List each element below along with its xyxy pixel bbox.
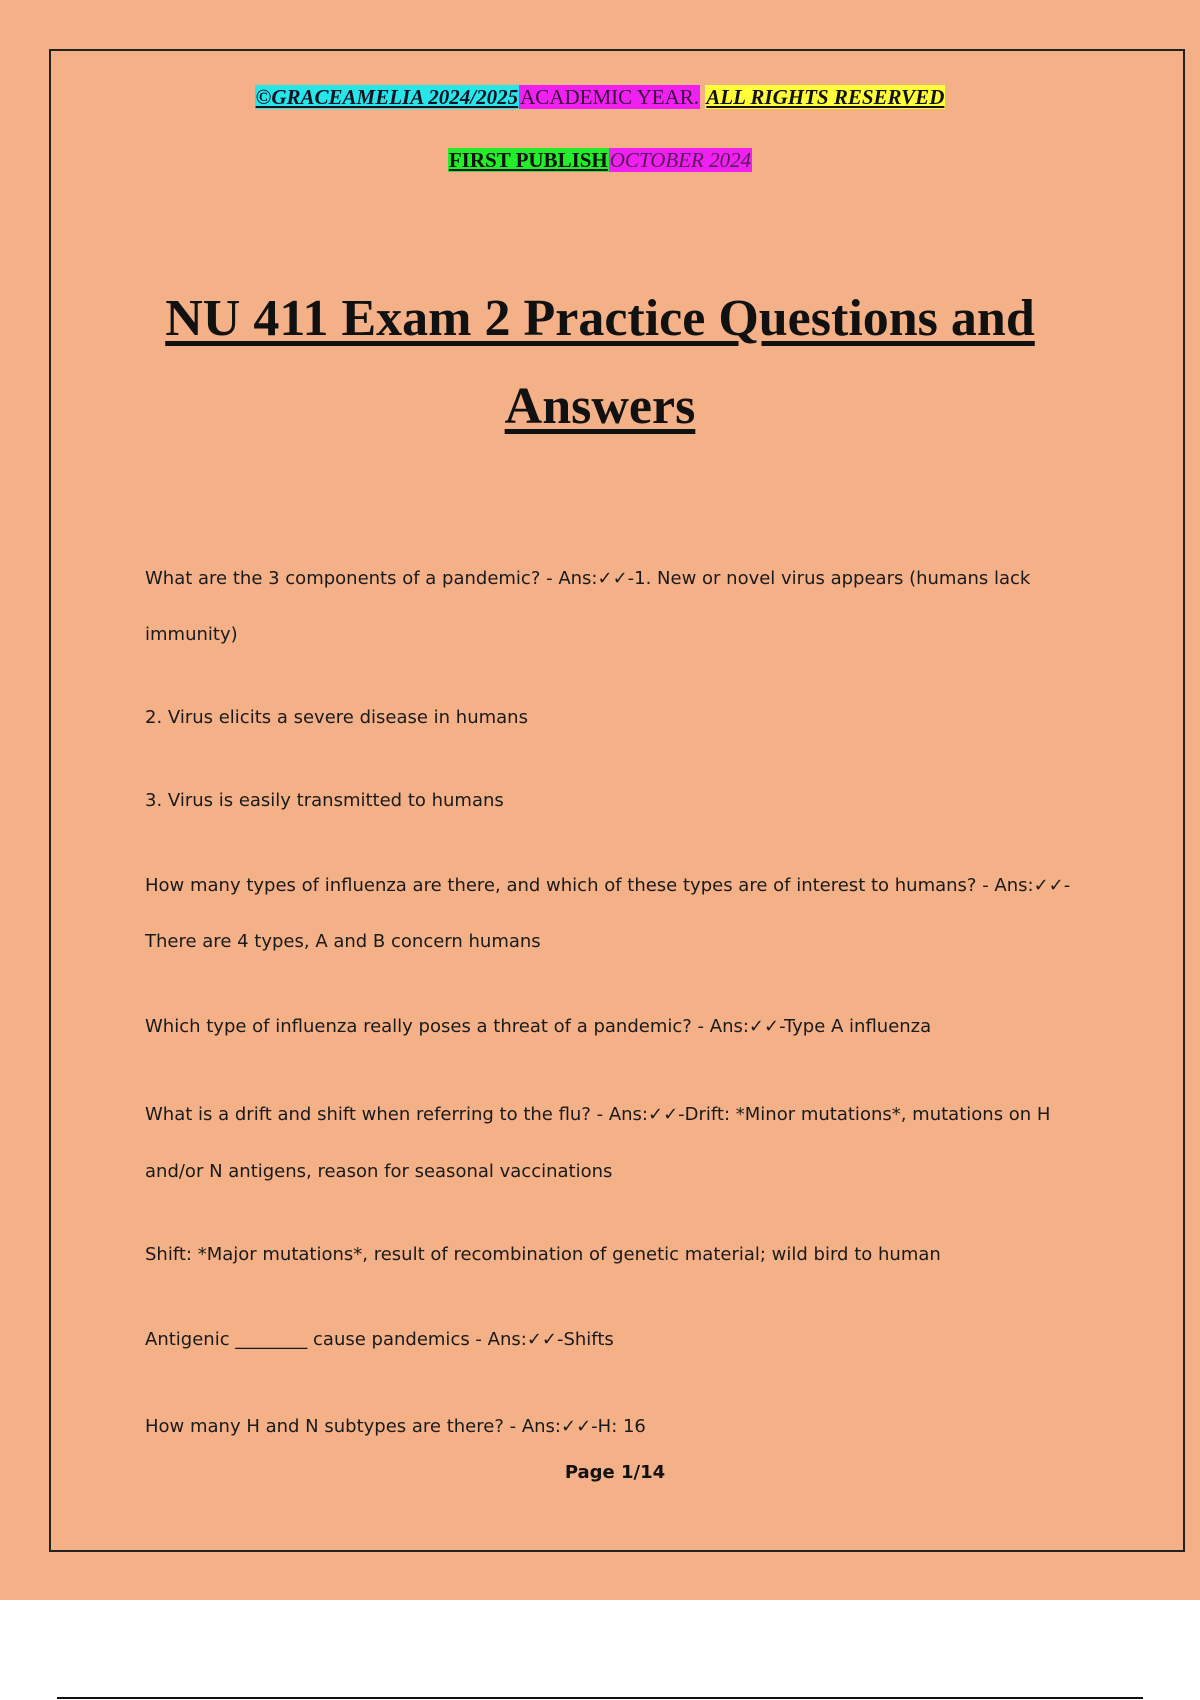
rights-text: ALL RIGHTS RESERVED xyxy=(706,85,945,109)
qa-line: 3. Virus is easily transmitted to humans xyxy=(145,790,504,811)
qa-line: What is a drift and shift when referring to the flu? - Ans:✓✓-Drift: *Minor mutations*, mutations on H xyxy=(145,1104,1051,1125)
copyright-header xyxy=(0,85,1200,110)
qa-line: Shift: *Major mutations*, result of recombination of genetic material; wild bird to human xyxy=(145,1244,941,1265)
qa-line: 2. Virus elicits a severe disease in humans xyxy=(145,707,528,728)
qa-line: What are the 3 components of a pandemic? - Ans:✓✓-1. New or novel virus appears (humans lack xyxy=(145,568,1031,589)
copyright-text: ©GRACEAMELIA 2024/2025 xyxy=(255,85,519,109)
qa-line: How many types of influenza are there, and which of these types are of interest to humans? - Ans:✓✓- xyxy=(145,875,1071,896)
bottom-divider xyxy=(57,1697,1143,1699)
page-number: Page 1/14 xyxy=(564,1462,666,1483)
document-title-line-2: Answers xyxy=(504,378,696,435)
academic-year-text: ACADEMIC YEAR. xyxy=(520,85,700,109)
qa-line: Which type of influenza really poses a threat of a pandemic? - Ans:✓✓-Type A influenza xyxy=(145,1016,932,1037)
qa-line: and/or N antigens, reason for seasonal vaccinations xyxy=(145,1161,613,1182)
qa-line: Antigenic ________ cause pandemics - Ans:✓✓-Shifts xyxy=(145,1329,614,1350)
publish-header xyxy=(0,148,1200,173)
qa-line: How many H and N subtypes are there? - Ans:✓✓-H: 16 xyxy=(145,1416,646,1437)
qa-line: There are 4 types, A and B concern humans xyxy=(145,931,541,952)
document-title-line-1: NU 411 Exam 2 Practice Questions and xyxy=(165,290,1035,347)
first-publish-text: FIRST PUBLISH xyxy=(448,148,608,172)
publish-date-text: OCTOBER 2024 xyxy=(609,148,752,172)
qa-line: immunity) xyxy=(145,624,238,645)
